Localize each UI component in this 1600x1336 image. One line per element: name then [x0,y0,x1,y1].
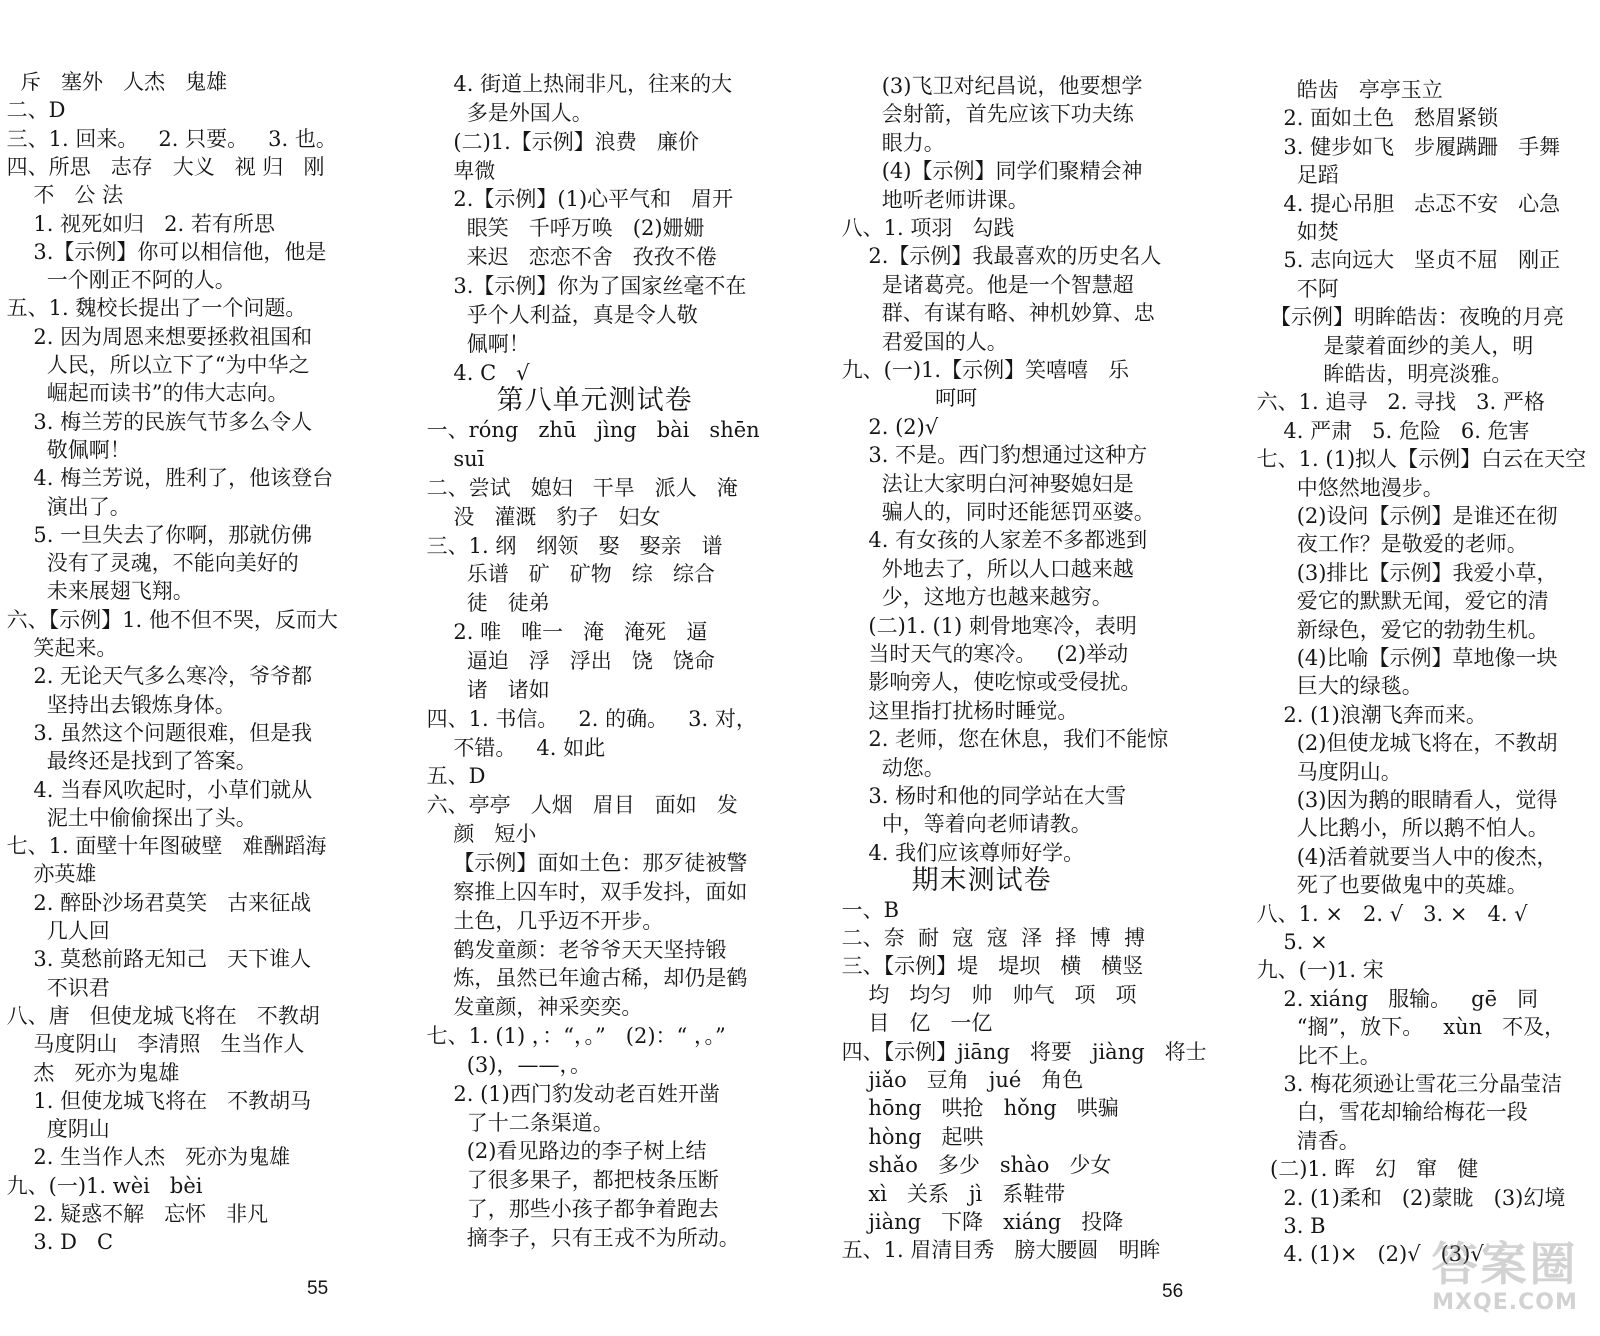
text-line: 骗人的，同时还能惩罚巫婆。 [835,500,1155,524]
watermark-logo: 答案圈 [1431,1237,1579,1291]
text-line: 如焚 [1250,220,1339,244]
text-line: 是诸葛亮。他是一个智慧超 [835,272,1134,297]
text-line: 4. 我们应该尊师好学。 [835,840,1085,865]
text-line: 新绿色，爱它的勃勃生机。 [1250,617,1549,642]
text-line: 爱它的默默无闻，爱它的清 [1250,589,1549,614]
text-line: 敬佩啊！ [0,437,131,462]
text-line: 清香。 [1250,1128,1360,1153]
text-line: 鹤发童颜：老爷爷天天坚持锻 [420,937,727,962]
text-line: 3. 莫愁前路无知己 天下谁人 [0,947,312,972]
text-line: 2.【示例】我最喜欢的历史名人 [835,244,1162,269]
text-line: 2. (1)柔和 (2)蒙眬 (3)幻境 [1250,1185,1566,1210]
text-line: 了十二条渠道。 [420,1110,614,1135]
watermark-url: MXQE.COM [1432,1290,1578,1315]
text-line: 4. 严肃 5. 危险 6. 危害 [1250,418,1530,443]
text-line: 2. (1)西门豹发动老百姓开凿 [420,1081,720,1106]
text-line: (2)但使龙城飞将在，不教胡 [1250,731,1558,756]
text-line: 亦英雄 [0,862,97,887]
text-line: 2. 面如土色 愁眉紧锁 [1250,106,1499,131]
text-line: 逼迫 浮 浮出 饶 饶命 [420,649,715,673]
text-line: 呵呵 [835,386,978,411]
text-line: 笑起来。 [0,636,118,660]
text-line: 最终还是找到了答案。 [0,749,257,774]
text-line: 坚持出去锻炼身体。 [0,692,236,717]
text-line: 三、1. 纲 纲领 娶 娶亲 谱 [420,533,723,558]
text-line: 目 亿 一亿 [835,1011,993,1036]
text-line: jiàng 下降 xiáng 投降 [835,1210,1124,1234]
text-line: 夜工作？是敬爱的老师。 [1250,532,1528,557]
text-line: xì 关系 jì 系鞋带 [835,1181,1066,1206]
text-line: 3. 杨时和他的同学站在大雪 [835,784,1127,808]
text-line: 颜 短小 [420,822,537,847]
text-line: 2. 老师，您在休息，我们不能惊 [835,727,1169,752]
text-line: 2. (1)浪潮飞奔而来。 [1250,702,1487,727]
text-line: 不 公 法 [0,183,124,208]
text-line: 2. 疑惑不解 忘怀 非凡 [0,1202,269,1226]
text-line: 3. 梅兰芳的民族气节多么令人 [0,409,313,434]
text-line: 泥土中偷偷探出了头。 [0,805,257,830]
text-line: 乎个人利益，真是令人敬 [420,302,698,327]
text-line: 来迟 恋恋不舍 孜孜不倦 [420,245,717,270]
text-line: 白，雪花却输给梅花一段 [1250,1100,1528,1125]
text-line: 五、1. 眉清目秀 膀大腰圆 明眸 [835,1238,1161,1263]
text-line: 2.【示例】(1)心平气和 眉开 [420,187,734,212]
text-line: 外地去了，所以人口越来越 [835,556,1134,581]
text-line: 了，那些小孩子都争着跑去 [420,1197,719,1222]
text-line: 六、亭亭 人烟 眉目 面如 发 [420,793,738,818]
text-line: 动您。 [835,755,945,780]
text-line: 三、1. 回来。 2. 只要。 3. 也。 [0,126,337,151]
text-line: 【示例】明眸皓齿：夜晚的月亮 [1250,305,1565,330]
text-line: 徒 徒弟 [420,591,550,616]
text-line: 一、róng zhū jìng bài shēn [420,418,760,443]
text-line: 4. 有女孩的人家差不多都逃到 [835,528,1148,553]
text-line: (二)1. 晖 幻 窜 健 [1250,1157,1479,1182]
text-line: 摘李子，只有王戎不为所动。 [420,1226,740,1250]
text-line: 七、1. (1)拟人【示例】白云在天空 [1250,447,1587,472]
text-line: 这里指打扰杨时睡觉。 [835,698,1079,723]
text-line: 二、奈 耐 寇 寇 泽 择 博 搏 [835,926,1146,950]
text-line: 七、1. 面壁十年图破壁 难酬蹈海 [0,834,327,859]
text-line: 六、【示例】1. 他不但不哭，反而大 [0,607,338,632]
text-line: 5. × [1250,930,1328,954]
text-line: 八、唐 但使龙城飞将在 不教胡 [0,1003,320,1028]
text-line: 土色，几乎迈不开步。 [420,908,664,933]
page-number-right: 56 [1162,1281,1184,1302]
text-line: “搁”，放下。 xùn 不及， [1250,1015,1566,1040]
text-line: (3)，——，。 [420,1052,591,1077]
text-line: 1. 但使龙城飞将在 不教胡马 [0,1088,312,1113]
text-line: 眼力。 [835,130,945,155]
text-line: 少，这地方也越来越穷。 [835,585,1113,610]
text-line: 3. 健步如飞 步履蹒跚 手舞 [1250,134,1561,159]
text-line: 【示例】面如土色：那歹徒被警 [420,850,748,875]
text-line: 乐谱 矿 矿物 综 综合 [420,562,715,587]
text-line: 发童颜，神采奕奕。 [420,995,643,1020]
text-line: 法让大家明白河神娶媳妇是 [835,471,1134,496]
text-line: 九、(一)1.【示例】笑嘻嘻 乐 [835,358,1130,382]
text-line: 六、1. 追寻 2. 寻找 3. 严格 [1250,390,1545,415]
text-line: 不阿 [1250,276,1339,301]
text-line: 度阴山 [0,1117,110,1142]
text-line: 3. B [1250,1214,1326,1238]
text-line: 九、(一)1. wèi bèi [0,1173,203,1198]
text-line: 2. 醉卧沙场君莫笑 古来征战 [0,890,312,915]
text-line: 地听老师讲课。 [835,187,1029,212]
section-heading: 期末测试卷 [835,865,1052,897]
text-line: 4. 梅兰芳说，胜利了，他该登台 [0,466,334,491]
text-line: 2. 唯 唯一 淹 淹死 逼 [420,620,708,645]
text-line: 3. 虽然这个问题很难，但是我 [0,720,313,745]
text-line: (3)排比【示例】我爱小草， [1250,560,1558,585]
text-line: 马度阴山 李清照 生当作人 [0,1032,305,1057]
text-line: 四、1. 书信。 2. 的确。 3. 对， [420,706,757,731]
text-line: 斥 塞外 人杰 鬼雄 [0,70,228,94]
text-line: 二、尝试 媳妇 干旱 派人 淹 [420,475,738,500]
text-line: 人比鹅小，所以鹅不怕人。 [1250,816,1549,841]
text-line: 不识君 [0,975,110,1000]
text-line: 中，等着向老师请教。 [835,812,1092,837]
text-line: 九、(一)1. 宋 [1250,958,1384,983]
text-line: suī [420,447,485,472]
text-line: (4)【示例】同学们聚精会神 [835,159,1143,184]
text-line: hòng 起哄 [835,1124,984,1149]
text-line: 多是外国人。 [420,100,593,125]
text-line: (3)因为鹅的眼睛看人，觉得 [1250,788,1558,812]
text-line: 了很多果子，都把枝条压断 [420,1168,719,1193]
text-line: 崛起而读书”的伟大志向。 [0,381,289,406]
text-line: 眼笑 千呼万唤 (2)姗姗 [420,216,705,241]
text-line: (2)看见路边的李子树上结 [420,1139,707,1164]
text-line: 2. 生当作人杰 死亦为鬼雄 [0,1145,291,1170]
text-line: (4)比喻【示例】草地像一块 [1250,646,1558,670]
text-line: 眸皓齿，明亮淡雅。 [1250,362,1513,386]
text-line: 察推上囚车时，双手发抖，面如 [420,879,748,904]
text-line: 君爱国的人。 [835,329,1008,354]
section-heading: 第八单元测试卷 [420,385,693,417]
text-line: 不错。 4. 如此 [420,735,606,760]
text-line: shǎo 多少 shào 少女 [835,1153,1112,1178]
text-line: 1. 视死如归 2. 若有所思 [0,211,275,236]
text-line: 八、1. × 2. √ 3. × 4. √ [1250,901,1528,926]
text-line: 3. 梅花须逊让雪花三分晶莹洁 [1250,1072,1563,1096]
text-line: 巨大的绿毯。 [1250,674,1423,699]
text-line: 影响旁人，使吃惊或受侵扰。 [835,670,1142,695]
text-line: 八、1. 项羽 勾践 [835,216,1015,240]
text-line: 马度阴山。 [1250,759,1402,784]
text-line: 杰 死亦为鬼雄 [0,1060,180,1085]
text-line: 2. xiáng 服输。 gē 同 [1250,986,1539,1011]
text-line: 群、有谋有略、神机妙算、忠 [835,301,1155,326]
text-line: 没有了灵魂，不能向美好的 [0,551,299,576]
text-line: hōng 哄抢 hǒng 哄骗 [835,1096,1119,1121]
text-line: 二、D [0,98,66,123]
text-line: 五、1. 魏校长提出了一个问题。 [0,296,307,321]
text-line: 演出了。 [0,494,131,519]
text-line: 死了也要做鬼中的英雄。 [1250,873,1528,898]
text-line: 3.【示例】你可以相信他，他是 [0,239,327,264]
text-line: 卑微 [420,158,496,183]
text-line: 3.【示例】你为了国家丝毫不在 [420,273,747,298]
text-line: 2. 无论天气多么寒冷，爷爷都 [0,664,313,689]
text-line: 人民，所以立下了“为中华之 [0,353,310,377]
text-line: 比不上。 [1250,1043,1381,1068]
text-line: 4. C √ [420,360,530,385]
page-number-left: 55 [307,1278,329,1299]
text-line: (二)1.【示例】浪费 廉价 [420,129,699,154]
text-line: 佩啊！ [420,331,530,356]
text-line: (二)1. (1) 刺骨地寒冷，表明 [835,613,1137,638]
text-line: 4. 当春风吹起时，小草们就从 [0,777,313,802]
text-line: 没 灌溉 豹子 妇女 [420,504,661,529]
text-line: 是蒙着面纱的美人，明 [1250,333,1534,358]
text-line: 几人回 [0,919,110,943]
text-line: 未来展翅飞翔。 [0,579,194,604]
text-line: (2)设问【示例】是谁还在彻 [1250,504,1558,528]
text-line: 5. 志向远大 坚贞不屈 刚正 [1250,248,1561,273]
text-line: 中悠然地漫步。 [1250,475,1444,500]
text-line: 当时天气的寒冷。 (2)举动 [835,642,1129,666]
text-line: 一、B [835,897,900,922]
text-line: 诸 诸如 [420,677,550,702]
text-line: 炼，虽然已年逾古稀，却仍是鹤 [420,966,748,991]
text-line: 4. 提心吊胆 忐忑不安 心急 [1250,191,1561,216]
text-line: (4)活着就要当人中的俊杰， [1250,844,1558,869]
text-line: 4. 街道上热闹非凡，往来的大 [420,72,733,96]
text-line: 足蹈 [1250,163,1339,188]
text-line: 会射箭，首先应该下功夫练 [835,102,1134,127]
text-line: 一个刚正不阿的人。 [0,268,236,293]
text-line: 2. 因为周恩来想要拯救祖国和 [0,324,313,349]
text-line: 2. (2)√ [835,414,939,439]
text-line: 4. (1)× (2)√ (3)√ [1250,1242,1484,1267]
text-line: (3)飞卫对纪昌说，他要想学 [835,74,1143,98]
text-line: 七、1. (1) ，：“，。” (2)：“ ，。” [420,1024,726,1049]
text-line: 3. D C [0,1230,114,1255]
text-line: 3. 不是。西门豹想通过这种方 [835,443,1148,468]
text-line: 皓齿 亭亭玉立 [1250,78,1443,102]
text-line: jiǎo 豆角 jué 角色 [835,1068,1084,1092]
text-line: 五、D [420,764,486,789]
watermark [1420,1238,1590,1333]
text-line: 四、【示例】jiāng 将要 jiàng 将士 [835,1039,1207,1064]
text-line: 四、所思 志存 大义 视 归 刚 [0,154,325,179]
text-line: 三、【示例】堤 堤坝 横 横竖 [835,954,1144,979]
text-line: 5. 一旦失去了你啊，那就仿佛 [0,522,313,547]
text-line: 均 均匀 帅 帅气 项 项 [835,982,1137,1007]
